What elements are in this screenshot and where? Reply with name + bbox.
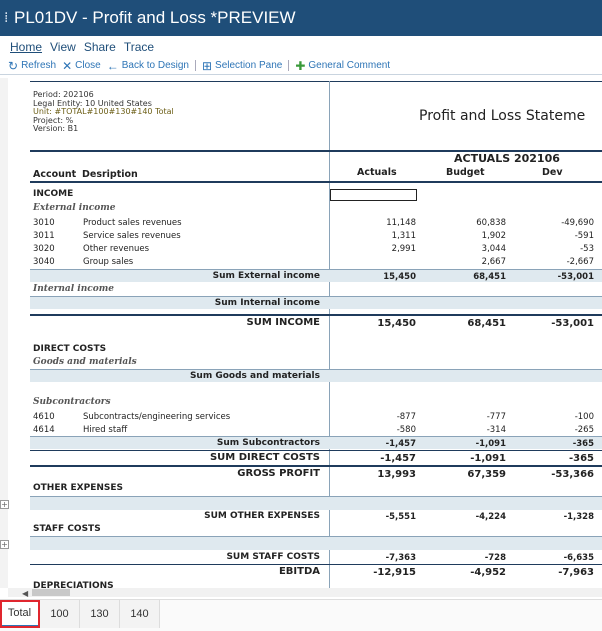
actuals-cell[interactable]: -7,363 — [385, 553, 416, 563]
subtotal-label: Sum External income — [212, 271, 320, 281]
dev-cell[interactable]: -53 — [580, 244, 594, 254]
grip-icon: ⁞ — [4, 10, 9, 26]
general-comment-button[interactable] — [295, 60, 390, 72]
menu-home[interactable]: Home — [10, 40, 43, 54]
menu-view[interactable]: View — [50, 40, 76, 54]
comment-icon: ✚ — [295, 58, 306, 73]
description-cell: Subcontracts/engineering services — [83, 412, 231, 422]
budget-cell[interactable]: 3,044 — [481, 244, 506, 254]
section-row — [30, 188, 602, 201]
period-text: Period: 202106 — [33, 90, 94, 99]
menu-share[interactable]: Share — [83, 40, 116, 54]
budget-cell[interactable]: -1,091 — [470, 453, 506, 464]
toolbar-separator — [195, 60, 196, 71]
group-label: Internal income — [33, 284, 114, 294]
total-label: SUM DIRECT COSTS — [209, 452, 320, 463]
refresh-button[interactable] — [8, 60, 56, 72]
dev-column-header: Dev — [542, 167, 563, 178]
subtotal-label: Sum Internal income — [214, 298, 320, 308]
account-column-header: Account — [33, 169, 77, 180]
section-row — [30, 343, 602, 356]
description-column-header: Desription — [82, 169, 138, 180]
column-group-header: ACTUALS 202106 — [454, 152, 560, 165]
total-label: SUM OTHER EXPENSES — [204, 511, 320, 521]
total-row[interactable] — [30, 564, 602, 577]
divider — [30, 81, 602, 82]
left-rail — [0, 78, 8, 588]
budget-cell[interactable]: 67,359 — [467, 469, 506, 480]
subtotal-row[interactable] — [30, 269, 602, 282]
actuals-cell[interactable]: 13,993 — [377, 469, 416, 480]
table-row[interactable] — [30, 255, 602, 268]
subtotal-label: Sum Subcontractors — [216, 438, 320, 448]
group-row — [30, 356, 602, 369]
total-label: SUM INCOME — [246, 317, 320, 328]
scroll-left-icon[interactable]: ◀ — [22, 589, 29, 598]
actuals-cell[interactable]: 15,450 — [383, 272, 416, 282]
account-cell: 3040 — [33, 257, 55, 267]
selection-pane-button[interactable] — [202, 60, 282, 72]
dev-cell[interactable]: -365 — [568, 453, 594, 464]
total-row[interactable] — [30, 450, 602, 463]
total-row[interactable] — [30, 314, 602, 327]
dev-cell[interactable]: -53,366 — [551, 469, 594, 480]
table-row[interactable] — [30, 242, 602, 255]
collapsed-group-row[interactable] — [30, 536, 602, 550]
section-row — [30, 580, 602, 588]
legal-entity-text: Legal Entity: 10 United States — [33, 98, 152, 108]
total-label: SUM STAFF COSTS — [226, 552, 320, 562]
toolbar — [0, 57, 602, 75]
dev-cell[interactable]: -365 — [572, 439, 594, 449]
budget-cell[interactable]: -728 — [484, 553, 506, 563]
actuals-cell[interactable]: 11,148 — [386, 218, 416, 228]
dev-cell[interactable]: -6,635 — [563, 553, 594, 563]
back-arrow-icon: ← — [106, 58, 119, 73]
actuals-cell[interactable]: -877 — [396, 412, 416, 422]
actuals-cell[interactable]: -1,457 — [380, 453, 416, 464]
close-label: Close — [75, 60, 101, 71]
collapsed-group-row[interactable] — [30, 496, 602, 510]
section-label: INCOME — [33, 189, 74, 199]
group-row — [30, 283, 602, 296]
total-row[interactable] — [30, 510, 602, 523]
back-to-design-button[interactable] — [107, 60, 189, 72]
selection-pane-icon: ⊞ — [201, 58, 213, 73]
account-cell: 4610 — [33, 412, 55, 422]
section-label: DIRECT COSTS — [33, 344, 107, 354]
actuals-cell[interactable]: -1,457 — [385, 439, 416, 449]
account-cell: 3010 — [33, 218, 55, 228]
section-label: OTHER EXPENSES — [33, 483, 124, 493]
sheet-tab-bar — [0, 599, 602, 631]
scrollbar-thumb[interactable] — [32, 589, 70, 596]
group-label: Goods and materials — [33, 357, 137, 367]
report-parameters — [33, 91, 174, 134]
dev-cell[interactable]: -53,001 — [551, 318, 594, 329]
budget-cell[interactable]: -777 — [486, 412, 506, 422]
back-label: Back to Design — [121, 60, 189, 71]
budget-cell[interactable]: 68,451 — [473, 272, 506, 282]
project-text: Project: % — [33, 115, 74, 125]
table-row[interactable] — [30, 216, 602, 229]
dev-cell[interactable]: -265 — [574, 425, 594, 435]
account-cell: 3011 — [33, 231, 55, 241]
group-label: External income — [33, 203, 116, 213]
table-row[interactable] — [30, 229, 602, 242]
section-label: DEPRECIATIONS — [33, 581, 114, 588]
expand-other-expenses-icon[interactable]: + — [1, 500, 8, 509]
actuals-cell[interactable]: 2,991 — [391, 244, 416, 254]
budget-cell[interactable]: -4,224 — [475, 512, 506, 522]
total-row[interactable] — [30, 551, 602, 564]
dev-cell[interactable]: -1,328 — [563, 512, 594, 522]
horizontal-scrollbar[interactable] — [8, 588, 602, 597]
report-area — [0, 78, 602, 588]
budget-cell[interactable]: -314 — [486, 425, 506, 435]
table-row[interactable] — [30, 423, 602, 436]
description-cell: Service sales revenues — [83, 231, 181, 241]
group-row — [30, 396, 602, 409]
budget-cell[interactable]: 68,451 — [467, 318, 506, 329]
budget-cell[interactable]: 60,838 — [476, 218, 506, 228]
total-label: EBITDA — [278, 566, 320, 577]
actuals-cell[interactable]: 1,311 — [391, 231, 416, 241]
refresh-label: Refresh — [21, 60, 57, 71]
subtotal-row[interactable] — [30, 296, 602, 309]
menu-bar — [0, 40, 602, 55]
group-row — [30, 202, 602, 215]
group-label: Subcontractors — [33, 397, 111, 407]
dev-cell[interactable]: -100 — [574, 412, 594, 422]
budget-cell[interactable]: -4,952 — [470, 567, 506, 578]
tab-100[interactable]: 100 — [40, 600, 80, 628]
actuals-column-header: Actuals — [357, 167, 397, 178]
tab-140[interactable]: 140 — [120, 600, 160, 628]
account-cell: 4614 — [33, 425, 55, 435]
title-bar — [0, 0, 602, 36]
expand-staff-costs-icon[interactable]: + — [1, 540, 8, 549]
account-cell: 3020 — [33, 244, 55, 254]
toolbar-separator — [288, 60, 289, 71]
tab-total[interactable]: Total — [0, 600, 40, 628]
subtotal-row[interactable] — [30, 436, 602, 449]
section-row — [30, 523, 602, 536]
description-cell: Other revenues — [83, 244, 150, 254]
budget-column-header: Budget — [446, 167, 485, 178]
description-cell: Group sales — [83, 257, 134, 267]
close-icon: ✕ — [62, 58, 73, 73]
menu-trace[interactable]: Trace — [123, 40, 155, 54]
close-button[interactable] — [62, 60, 101, 72]
actuals-cell[interactable]: -5,551 — [385, 512, 416, 522]
general-comment-label: General Comment — [308, 60, 391, 71]
subtotal-label: Sum Goods and materials — [189, 371, 320, 381]
description-cell: Hired staff — [83, 425, 128, 435]
table-row[interactable] — [30, 410, 602, 423]
budget-cell[interactable]: 1,902 — [481, 231, 506, 241]
dev-cell[interactable]: -7,963 — [558, 567, 594, 578]
divider — [30, 181, 602, 183]
selected-cell[interactable] — [330, 189, 417, 201]
budget-cell[interactable]: -1,091 — [475, 439, 506, 449]
window-title: PL01DV - Profit and Loss *PREVIEW — [14, 8, 296, 27]
dev-cell[interactable]: -591 — [574, 231, 594, 241]
total-row[interactable] — [30, 465, 602, 478]
section-label: STAFF COSTS — [33, 524, 101, 534]
dev-cell[interactable]: -53,001 — [557, 272, 594, 282]
actuals-cell[interactable]: 15,450 — [377, 318, 416, 329]
actuals-cell[interactable]: -12,915 — [373, 567, 416, 578]
refresh-icon: ↻ — [8, 58, 19, 73]
report-title: Profit and Loss Stateme — [419, 108, 586, 124]
section-row — [30, 482, 602, 495]
dev-cell[interactable]: -2,667 — [566, 257, 594, 267]
selection-pane-label: Selection Pane — [215, 60, 283, 71]
budget-cell[interactable]: 2,667 — [481, 257, 506, 267]
unit-text: Unit: #TOTAL#100#130#140 Total — [33, 107, 174, 116]
actuals-cell[interactable]: -580 — [396, 425, 416, 435]
dev-cell[interactable]: -49,690 — [561, 218, 594, 228]
tab-130[interactable]: 130 — [80, 600, 120, 628]
total-label: GROSS PROFIT — [237, 468, 320, 479]
subtotal-row[interactable] — [30, 369, 602, 382]
version-text: Version: B1 — [33, 124, 79, 133]
description-cell: Product sales revenues — [83, 218, 182, 228]
